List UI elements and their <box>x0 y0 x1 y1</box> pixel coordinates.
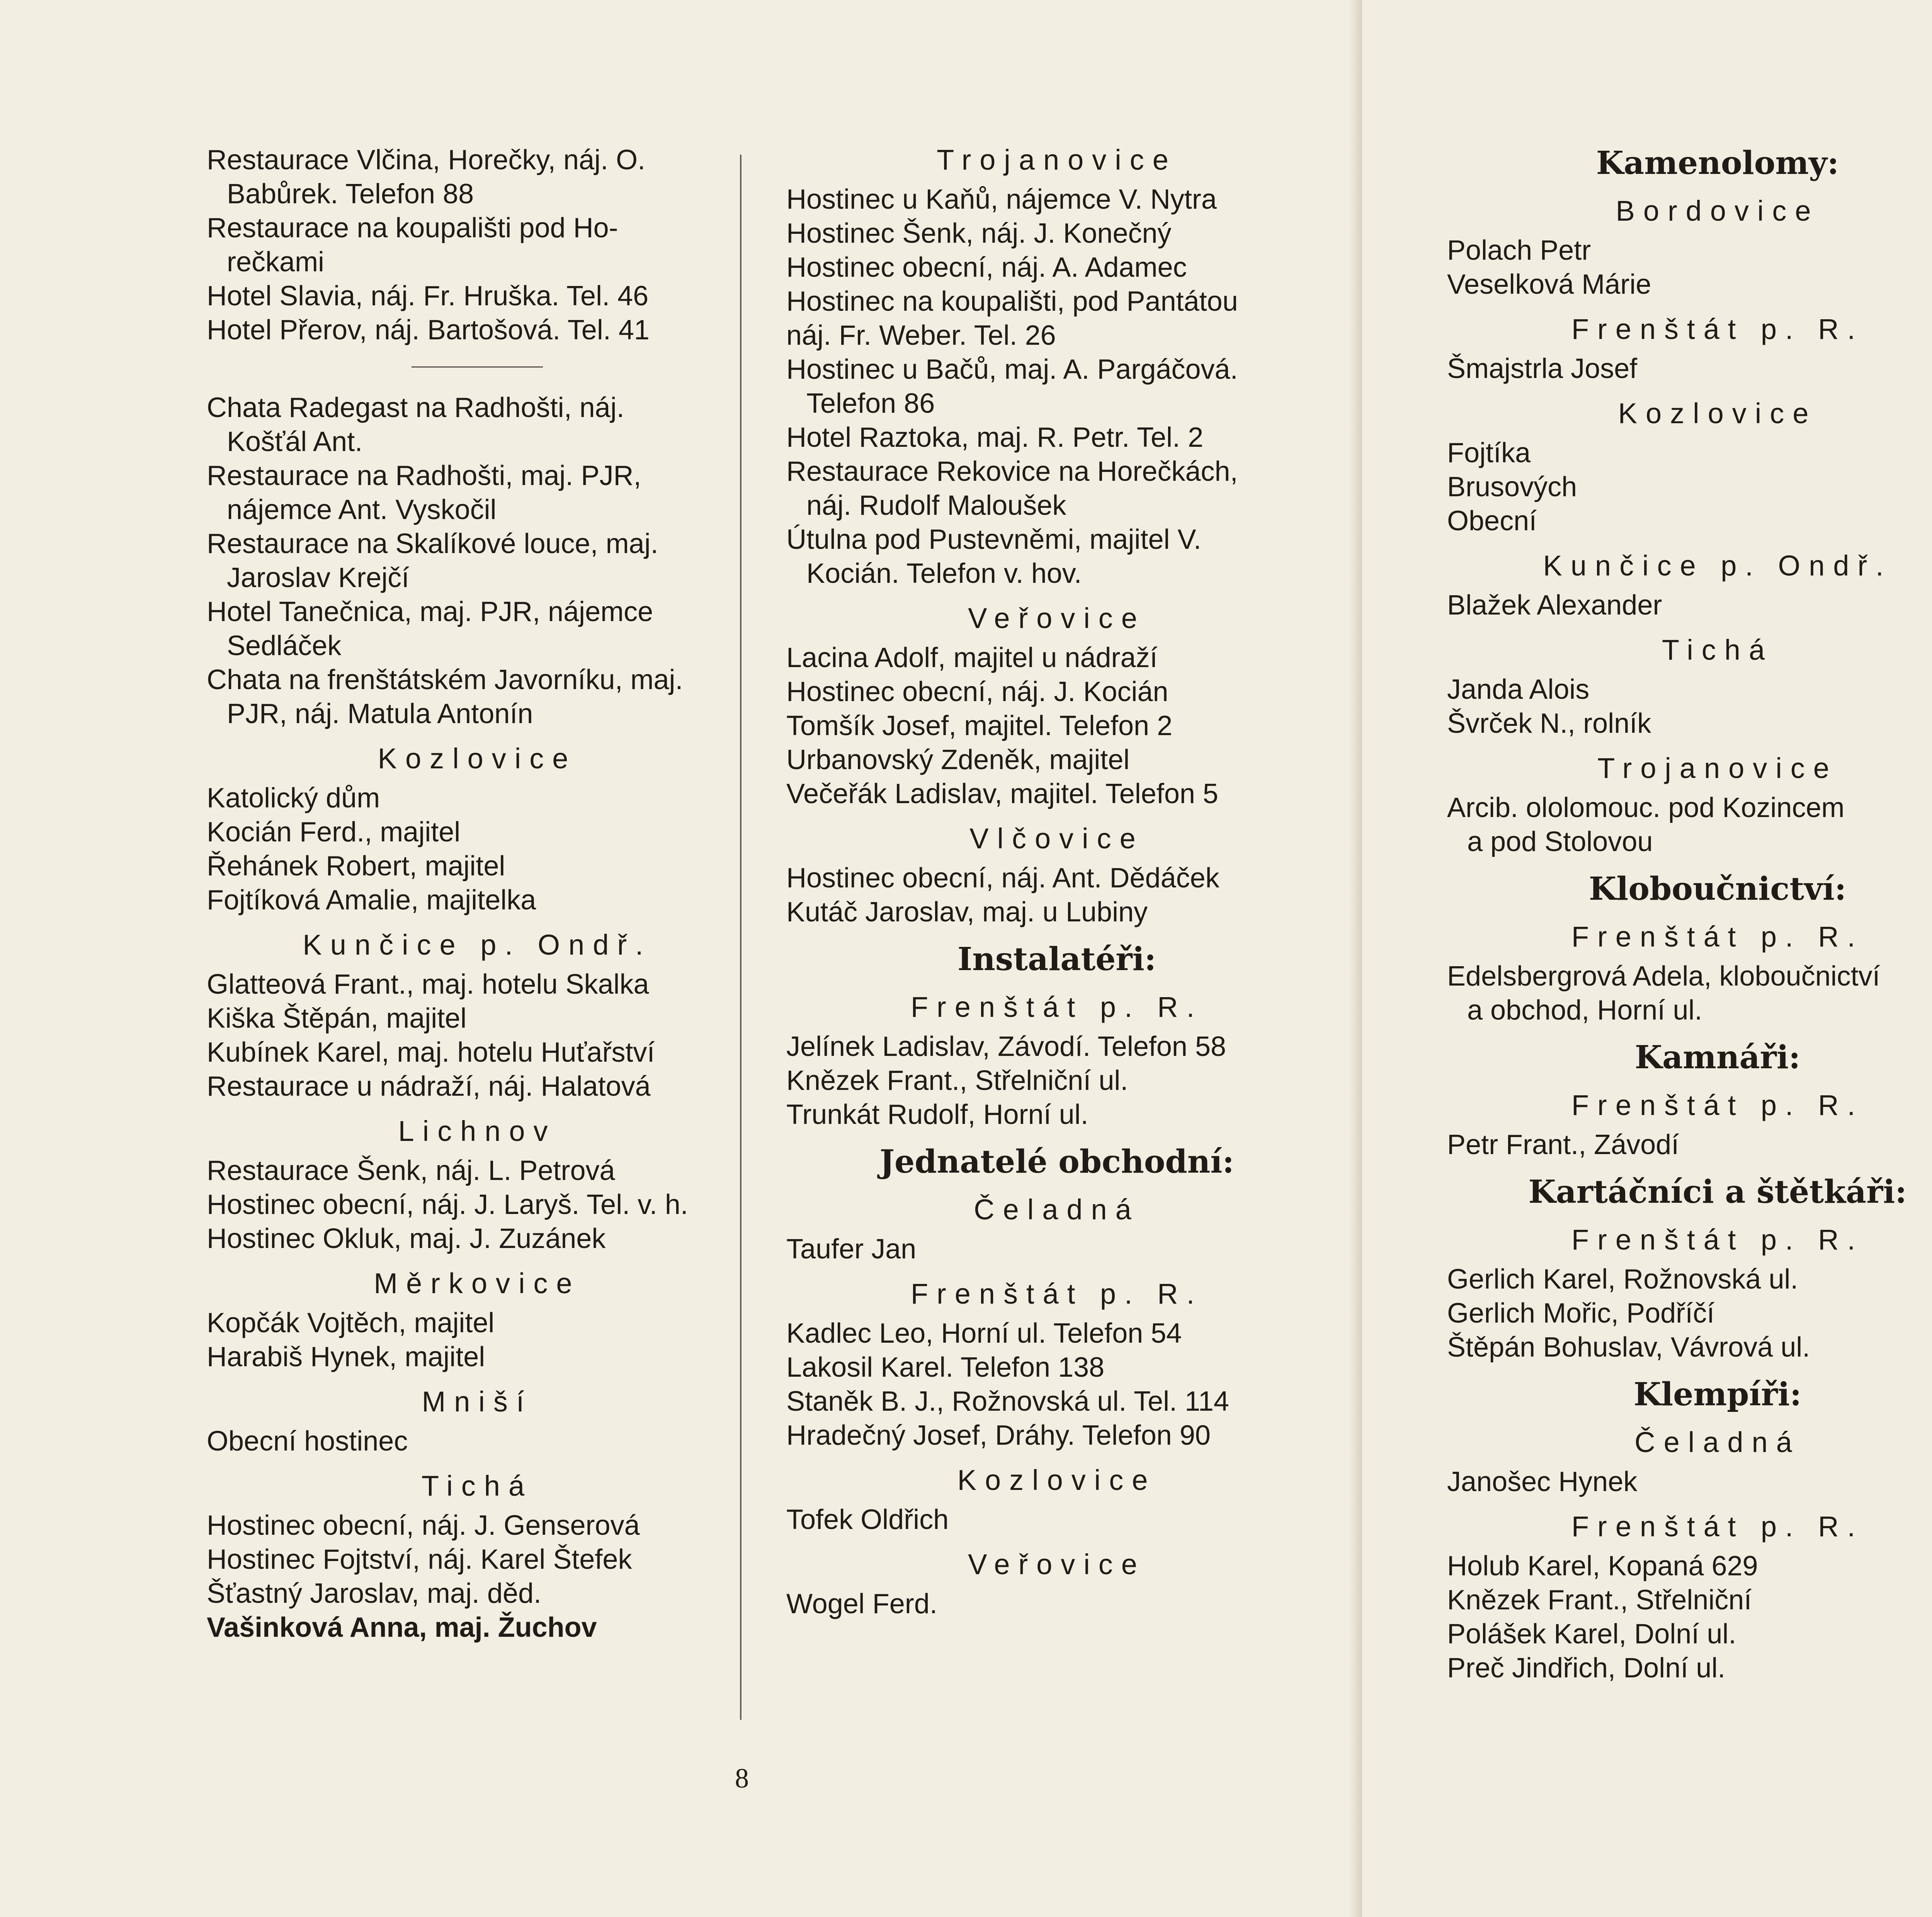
listing-entry: Knězek Frant., Střelniční <box>1447 1585 1752 1616</box>
entry-list <box>786 641 1327 811</box>
town-heading: Frenštát p. R. <box>1571 921 1864 953</box>
listing-entry: Hostinec na koupališti, pod Pantátou <box>786 286 1238 317</box>
listing-entry: Kiška Štěpán, majitel <box>207 1003 467 1034</box>
listing-entry: Hostinec obecní, náj. J. Kocián <box>786 676 1168 707</box>
listing-entry: Kocián Ferd., majitel <box>207 817 461 848</box>
listing-entry: Hotel Tanečnica, maj. PJR, nájemce <box>207 596 653 627</box>
listing-entry: Jelínek Ladislav, Závodí. Telefon 58 <box>786 1031 1226 1062</box>
listing-entry: Sedláček <box>227 630 342 661</box>
listing-entry: Hostinec obecní, náj. A. Adamec <box>786 252 1187 283</box>
category-heading: Kartáčníci a štětkáři: <box>1528 1173 1907 1210</box>
listing-entry: Hostinec obecní, náj. J. Genserová <box>207 1510 640 1541</box>
category-heading: Kamnáři: <box>1634 1039 1801 1076</box>
listing-entry: Restaurace u nádraží, náj. Halatová <box>207 1071 651 1102</box>
town-heading: Vlčovice <box>969 822 1144 855</box>
listing-entry: Lakosil Karel. Telefon 138 <box>786 1352 1105 1383</box>
town-heading: Frenštát p. R. <box>1571 1089 1864 1121</box>
town-heading: Čeladná <box>974 1193 1140 1226</box>
listing-entry: Edelsbergrová Adela, kloboučnictví <box>1447 961 1880 992</box>
listing-entry: rečkami <box>227 247 325 278</box>
listing-entry: Kutáč Jaroslav, maj. u Lubiny <box>786 897 1148 928</box>
listing-entry: Babůrek. Telefon 88 <box>227 179 474 209</box>
entry-list <box>1447 436 1932 538</box>
entry-list <box>1447 959 1932 1027</box>
town-heading: Frenštát p. R. <box>910 1278 1203 1310</box>
listing-entry: Telefon 86 <box>806 388 935 419</box>
listing-entry: Fojtíka <box>1447 438 1531 468</box>
listing-entry: Chata na frenštátském Javorníku, maj. <box>207 664 683 695</box>
town-heading: Frenštát p. R. <box>1571 1224 1864 1256</box>
listing-entry: Košťál Ant. <box>227 426 363 457</box>
listing-entry: Obecní hostinec <box>207 1426 408 1457</box>
listing-entry: Štěpán Bohuslav, Vávrová ul. <box>1447 1332 1810 1363</box>
town-heading: Čeladná <box>1634 1426 1801 1458</box>
listing-entry: Harabiš Hynek, majitel <box>207 1342 485 1372</box>
listing-entry: Taufer Jan <box>786 1234 917 1265</box>
listing-entry: Šťastný Jaroslav, maj. děd. <box>207 1578 542 1609</box>
listing-entry: Urbanovský Zdeněk, majitel <box>786 744 1130 775</box>
listing-entry: Preč Jindřich, Dolní ul. <box>1447 1653 1726 1684</box>
entry-list <box>1447 233 1932 301</box>
listing-entry: Restaurace na Skalíkové louce, maj. <box>207 528 658 559</box>
entry-list <box>786 1587 1327 1621</box>
category-heading: Jednatelé obchodní: <box>879 1143 1234 1180</box>
listing-entry: Hotel Přerov, náj. Bartošová. Tel. 41 <box>207 315 650 346</box>
column-rule <box>740 155 742 1720</box>
town-heading: Tichá <box>421 1470 533 1502</box>
listing-entry: Holub Karel, Kopaná 629 <box>1447 1551 1758 1582</box>
town-heading: Frenštát p. R. <box>1571 313 1864 345</box>
entry-list <box>1447 352 1932 386</box>
listing-entry: Kadlec Leo, Horní ul. Telefon 54 <box>786 1318 1182 1349</box>
listing-entry: Polach Petr <box>1447 235 1591 266</box>
listing-entry: Obecní <box>1447 506 1537 536</box>
entry-list <box>786 182 1327 591</box>
listing-entry: Hostinec Okluk, maj. J. Zuzánek <box>207 1223 606 1254</box>
listing-entry: Tomšík Josef, majitel. Telefon 2 <box>786 710 1173 741</box>
entry-list <box>207 781 748 917</box>
listing-entry: Restaurace Vlčina, Horečky, náj. O. <box>207 145 646 175</box>
listing-entry: náj. Fr. Weber. Tel. 26 <box>786 320 1056 351</box>
listing-entry: Řehánek Robert, majitel <box>207 851 505 882</box>
listing-entry: Hostinec u Bačů, maj. A. Pargáčová. <box>786 354 1238 385</box>
listing-entry: Gerlich Mořic, Podříčí <box>1447 1298 1715 1329</box>
listing-entry: Lacina Adolf, majitel u nádraží <box>786 642 1158 673</box>
entry-list <box>1447 791 1932 859</box>
listing-entry: Brusových <box>1447 472 1577 502</box>
town-heading: Trojanovice <box>937 144 1177 176</box>
listing-entry: Blažek Alexander <box>1447 590 1662 621</box>
listing-entry: Staněk B. J., Rožnovská ul. Tel. 114 <box>786 1386 1229 1417</box>
town-heading: Frenštát p. R. <box>910 991 1203 1023</box>
listing-entry: a obchod, Horní ul. <box>1467 995 1702 1026</box>
left-page-column-2 <box>786 143 1327 1621</box>
listing-entry: Restaurace na koupališti pod Ho- <box>207 213 618 243</box>
entry-list <box>1447 1465 1932 1499</box>
listing-entry: Hradečný Josef, Dráhy. Telefon 90 <box>786 1420 1211 1451</box>
listing-entry: Restaurace na Radhošti, maj. PJR, <box>207 460 641 491</box>
section-divider <box>412 366 543 368</box>
listing-entry: Restaurace Šenk, náj. L. Petrová <box>207 1155 615 1186</box>
town-heading: Měrkovice <box>374 1267 581 1299</box>
town-heading: Trojanovice <box>1597 752 1838 784</box>
entry-list <box>786 1503 1327 1537</box>
listing-entry: Hostinec obecní, náj. Ant. Dědáček <box>786 863 1219 894</box>
town-heading: Kozlovice <box>378 742 577 775</box>
town-heading: Bordovice <box>1616 195 1820 227</box>
listing-entry: Janošec Hynek <box>1447 1466 1638 1497</box>
town-heading: Mniší <box>422 1386 533 1418</box>
entry-list <box>1447 588 1932 622</box>
listing-entry: Jaroslav Krejčí <box>227 562 410 593</box>
category-heading: Kloboučnictví: <box>1588 870 1847 907</box>
listing-entry: Restaurace Rekovice na Horečkách, <box>786 456 1238 487</box>
listing-entry: Gerlich Karel, Rožnovská ul. <box>1447 1264 1798 1295</box>
listing-entry: Hotel Raztoka, maj. R. Petr. Tel. 2 <box>786 422 1204 453</box>
category-heading: Kamenolomy: <box>1596 145 1839 182</box>
listing-entry: Šmajstrla Josef <box>1447 353 1638 384</box>
entry-list <box>786 1316 1327 1452</box>
town-heading: Lichnov <box>398 1115 556 1147</box>
entry-list <box>207 1424 748 1458</box>
listing-entry: Chata Radegast na Radhošti, náj. <box>207 392 624 423</box>
listing-entry: Arcib. ololomouc. pod Kozincem <box>1447 792 1845 823</box>
town-heading: Kozlovice <box>1618 397 1817 429</box>
page-number: 8 <box>735 1763 749 1794</box>
town-heading: Veřovice <box>968 602 1146 634</box>
listing-entry: Vašinková Anna, maj. Žuchov <box>207 1612 597 1643</box>
entry-list <box>207 1154 748 1256</box>
listing-entry: Wogel Ferd. <box>786 1588 937 1619</box>
listing-entry: náj. Rudolf Maloušek <box>806 490 1066 521</box>
entry-list <box>207 1306 748 1374</box>
listing-entry: nájemce Ant. Vyskočil <box>227 494 497 525</box>
listing-entry: Glatteová Frant., maj. hotelu Skalka <box>207 969 649 1000</box>
listing-entry: Hostinec u Kaňů, nájemce V. Nytra <box>786 184 1217 215</box>
listing-entry: Kopčák Vojtěch, majitel <box>207 1308 495 1338</box>
listing-entry: Janda Alois <box>1447 674 1590 705</box>
listing-entry: Kubínek Karel, maj. hotelu Huťařství <box>207 1037 655 1068</box>
listing-entry: Hotel Slavia, náj. Fr. Hruška. Tel. 46 <box>207 281 649 312</box>
listing-entry: a pod Stolovou <box>1467 826 1653 857</box>
entry-list <box>1447 672 1932 741</box>
entry-list <box>786 1030 1327 1132</box>
entry-list <box>1447 1128 1932 1162</box>
entry-list <box>207 967 748 1103</box>
listing-entry: Tofek Oldřich <box>786 1504 949 1535</box>
listing-entry: Fojtíková Amalie, majitelka <box>207 885 536 916</box>
listing-entry: Trunkát Rudolf, Horní ul. <box>786 1099 1088 1130</box>
listing-entry: Hostinec Fojtství, náj. Karel Štefek <box>207 1544 632 1575</box>
listing-entry: Knězek Frant., Střelniční ul. <box>786 1065 1128 1096</box>
town-heading: Tichá <box>1662 634 1774 666</box>
entry-list <box>207 1508 748 1645</box>
listing-entry: Útulna pod Pustevněmi, majitel V. <box>786 524 1201 555</box>
listing-entry: PJR, náj. Matula Antonín <box>227 698 533 729</box>
listing-entry: Hostinec Šenk, náj. J. Konečný <box>786 218 1172 249</box>
left-page-column-1 <box>207 143 748 1645</box>
town-heading: Veřovice <box>968 1548 1146 1580</box>
entry-list <box>1447 1262 1932 1364</box>
listing-entry: Večeřák Ladislav, majitel. Telefon 5 <box>786 778 1218 809</box>
town-heading: Kunčice p. Ondř. <box>1543 550 1892 582</box>
entry-list <box>786 1232 1327 1266</box>
entry-list <box>207 391 748 731</box>
listing-entry: Katolický dům <box>207 783 380 814</box>
listing-entry: Polášek Karel, Dolní ul. <box>1447 1619 1736 1650</box>
category-heading: Klempíři: <box>1633 1376 1802 1413</box>
town-heading: Frenštát p. R. <box>1571 1510 1864 1542</box>
town-heading: Kozlovice <box>957 1464 1156 1496</box>
listing-entry: Veselková Márie <box>1447 269 1651 300</box>
entry-list <box>1447 1549 1932 1685</box>
entry-list <box>207 143 748 347</box>
town-heading: Kunčice p. Ondř. <box>303 929 652 961</box>
listing-entry: Hostinec obecní, náj. J. Laryš. Tel. v. h. <box>207 1189 688 1220</box>
right-page-column-1 <box>1447 143 1932 1685</box>
listing-entry: Petr Frant., Závodí <box>1447 1129 1679 1160</box>
listing-entry: Švrček N., rolník <box>1447 708 1651 739</box>
category-heading: Instalatéři: <box>957 941 1156 978</box>
listing-entry: Kocián. Telefon v. hov. <box>806 558 1082 589</box>
entry-list <box>786 861 1327 929</box>
